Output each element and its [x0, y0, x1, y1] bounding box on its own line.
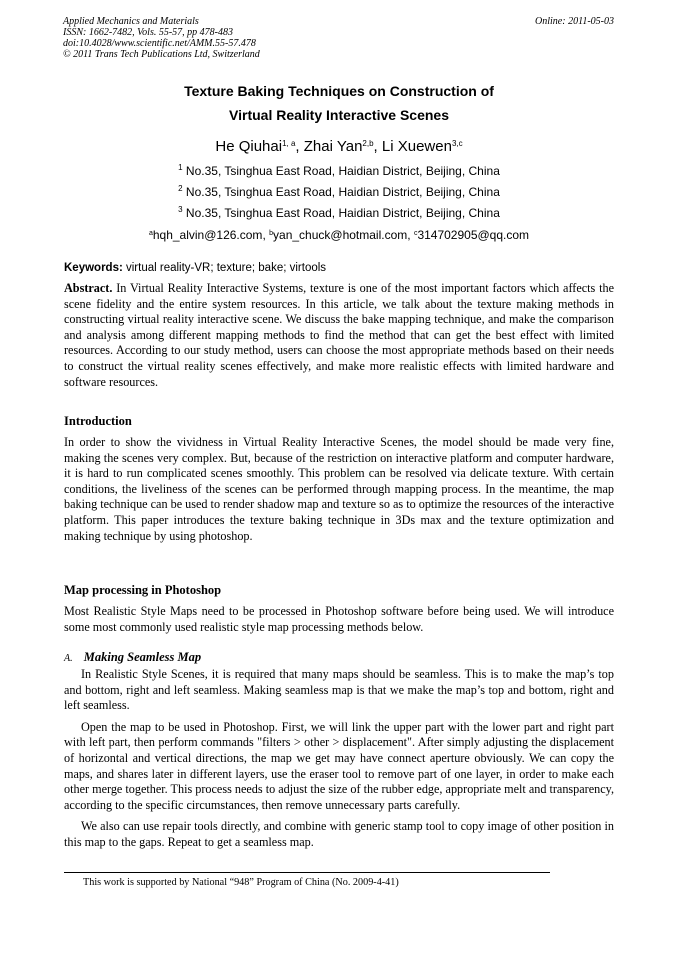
introduction-text: In order to show the vividness in Virtual Reality Interactive Scenes, the model should be made very fine, making the scenes very complex. But, because of the restriction on interactive platform and computer hardware, it is hard to run complicated scenes smoothly. This problem can be resolved via delicate texture. With certain conditions, the liveliness of the scenes can be performed through mapping process. In the meantime, the map baking technique can be used to render shadow map and texture so as to optimize the resources of the interactive platform. This paper introduces the texture baking technique in 3Ds max and the texture optimization and making technique by using photoshop.: [64, 435, 614, 543]
author-sup: 2,b: [362, 139, 374, 148]
footnote: This work is supported by National “948” Program of China (No. 2009-4-41): [83, 877, 399, 888]
affiliation-text: No.35, Tsinghua East Road, Haidian District, Beijing, China: [185, 206, 500, 220]
keywords-label: Keywords:: [64, 262, 123, 274]
author-name: He Qiuhai: [215, 138, 283, 155]
affiliation-text: No.35, Tsinghua East Road, Haidian District, Beijing, China: [185, 185, 500, 199]
author-sup: 3,c: [451, 139, 463, 148]
online-date: Online: 2011-05-03: [535, 16, 614, 27]
email-sup: c: [413, 230, 418, 237]
introduction-heading: Introduction: [64, 414, 132, 428]
author-name: Li Xuewen: [381, 138, 452, 155]
affiliation-3: [0, 206, 678, 220]
email-sup: b: [269, 230, 274, 237]
affiliation-1: [0, 164, 678, 178]
keywords: [64, 262, 614, 274]
journal-name: Applied Mechanics and Materials: [63, 16, 199, 27]
affiliation-sup: 2: [178, 184, 183, 193]
map-processing-text: Most Realistic Style Maps need to be processed in Photoshop software before being used. We will introduce some most commonly used realistic style map processing methods below.: [64, 604, 614, 634]
paragraph: We also can use repair tools directly, and combine with generic stamp tool to copy image of other position in this map to the gaps. Repeat to get a seamless map.: [64, 819, 614, 849]
title-line-2: Virtual Reality Interactive Scenes: [229, 107, 449, 123]
seamless-heading: [64, 650, 201, 665]
issn-line: ISSN: 1662-7482, Vols. 55-57, pp 478-483: [63, 27, 233, 38]
email-address[interactable]: 314702905@qq.com: [417, 228, 530, 242]
section-label: A.: [64, 653, 73, 664]
abstract-label: Abstract.: [64, 281, 113, 295]
journal-header: [63, 16, 260, 60]
author-emails: $^a$hqh_alvin@126.com, $^b$yan_chuck@hotmail.com, $^c$314702905@qq.com: [148, 228, 530, 242]
author-sup: 1, a: [282, 139, 296, 148]
abstract-text: In Virtual Reality Interactive Systems, texture is one of the most important factors which affects the scene fidelity and the entire system resources. In this article, we talk about the texture making methods in constructing virtual reality interactive scene. We discuss the bake mapping technique, and make the comparison and analysis among different mapping methods to find the method that can get the best effect with limited resources. According to our study method, users can choose the most appropriate methods based on their needs to construct the virtual reality scenes effectively, and make more realistic effects with limited hardware and software resources.: [64, 281, 615, 389]
paragraph: Open the map to be used in Photoshop. First, we will link the upper part with the lower part and right part with left part, then perform commands "filters > other > displacement". After simply adjusting the displacement of horizontal and vertical directions, the map we get may have connect aperture obviously. We can copy the maps, and shares later in different layers, use the eraser tool to remove part of one layer, in order to make each other merge together. This process needs to adjust the size of the rubber edge, appropriate melt and transparency, according to the specific circumstances, then remove unnecessary parts carefully.: [64, 719, 614, 812]
title-line-1: Texture Baking Techniques on Construction of: [184, 83, 494, 99]
paragraph: In Realistic Style Scenes, it is required that many maps should be seamless. This is to make the map’s top and bottom, right and left seamless. Making seamless map is that we make the map’s top and bottom, right and left seamless.: [64, 667, 614, 713]
keywords-text: virtual reality-VR; texture; bake; virtools: [126, 262, 327, 274]
authors: He Qiuhai$^{1, a}$, Zhai Yan$^{2,b}$, Li Xuewen$^{3,c}$: [215, 138, 463, 155]
copyright-line: © 2011 Trans Tech Publications Ltd, Switzerland: [63, 49, 260, 60]
affiliation-2: [0, 185, 678, 199]
seamless-body: [64, 667, 614, 857]
author-name: Zhai Yan: [303, 138, 363, 155]
email-address[interactable]: hqh_alvin@126.com: [152, 228, 263, 242]
map-processing-heading: Map processing in Photoshop: [64, 583, 222, 597]
email-address[interactable]: yan_chuck@hotmail.com: [273, 228, 408, 242]
doi-line: doi:10.4028/www.scientific.net/AMM.55-57.478: [63, 38, 256, 49]
affiliation-sup: 1: [178, 163, 183, 172]
email-sup: a: [148, 230, 153, 237]
footnote-rule: [64, 872, 550, 873]
section-title: Making Seamless Map: [83, 650, 202, 664]
abstract: [64, 281, 614, 390]
affiliation-text: No.35, Tsinghua East Road, Haidian District, Beijing, China: [185, 164, 500, 178]
affiliation-sup: 3: [178, 205, 183, 214]
